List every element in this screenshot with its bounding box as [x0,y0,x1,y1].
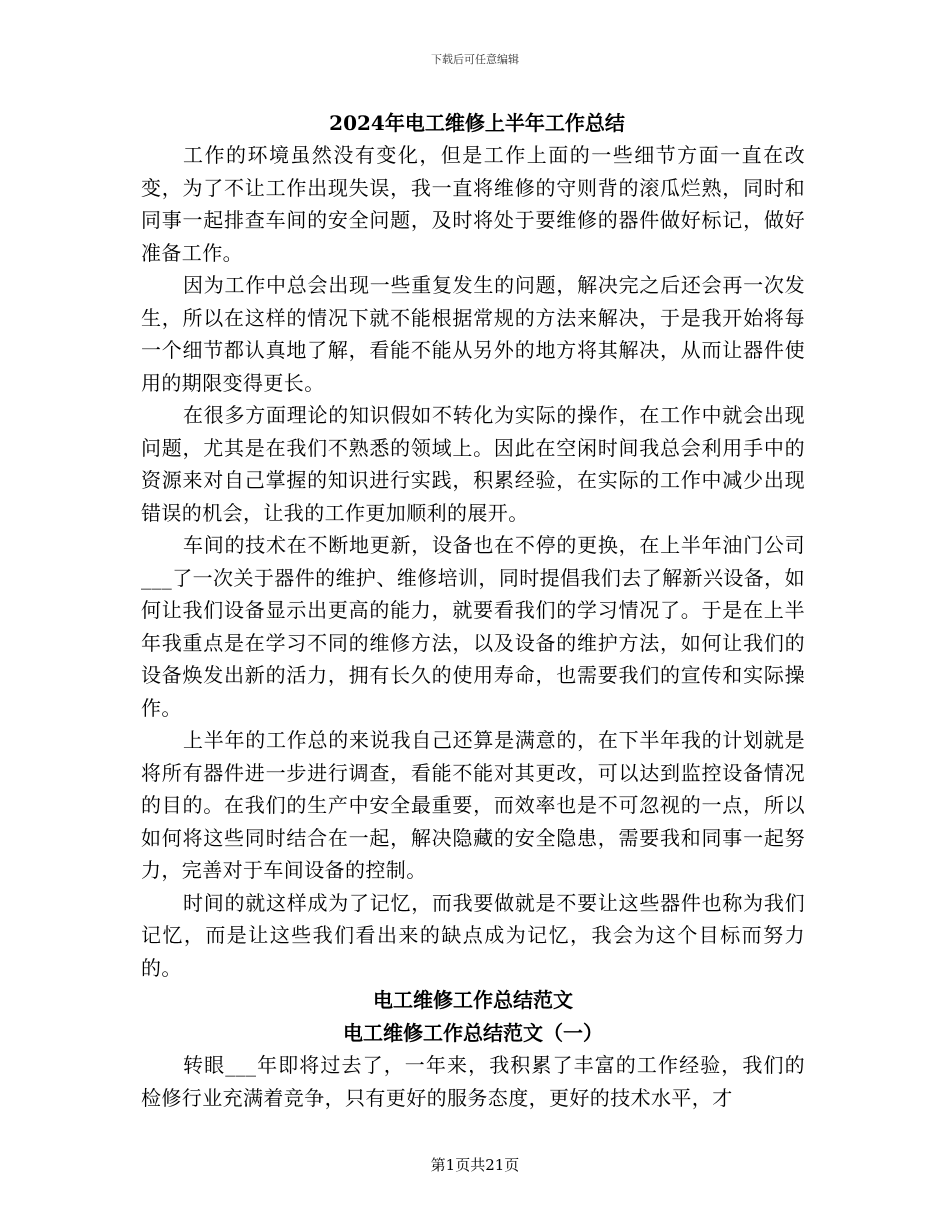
section-title: 电工维修工作总结范文 [373,988,573,1012]
paragraph: 工作的环境虽然没有变化，但是工作上面的一些细节方面一直在改变，为了不让工作出现失误，我一直将维修的守则背的滚瓜烂熟，同时和同事一起排查车间的安全问题，及时将处于要维修的器件做好标记，做好准备工作。 [141,143,805,265]
paragraph: 转眼___年即将过去了，一年来，我积累了丰富的工作经验，我们的检修行业充满着竞争，只有更好的服务态度，更好的技术水平，才 [141,1053,805,1110]
document-body [141,107,805,1114]
page-number: 第1页共21页 [430,1156,520,1174]
paragraph: 在很多方面理论的知识假如不转化为实际的操作，在工作中就会出现问题，尤其是在我们不熟悉的领域上。因此在空闲时间我总会利用手中的资源来对自己掌握的知识进行实践，积累经验，在实际的工作中减少出现错误的机会，让我的工作更加顺利的展开。 [141,403,805,525]
page-header-note: 下载后可任意编辑 [431,53,519,66]
paragraph: 上半年的工作总的来说我自己还算是满意的，在下半年我的计划就是将所有器件进一步进行调查，看能不能对其更改，可以达到监控设备情况的目的。在我们的生产中安全最重要，而效率也是不可忽视的一点，所以如何将这些同时结合在一起，解决隐藏的安全隐患，需要我和同事一起努力，完善对于车间设备的控制。 [141,728,805,882]
subsection-title: 电工维修工作总结范文（一） [343,1020,603,1045]
paragraph: 车间的技术在不断地更新，设备也在不停的更换，在上半年油门公司___了一次关于器件的维护、维修培训，同时提倡我们去了解新兴设备，如何让我们设备显示出更高的能力，就要看我们的学习情况了。于是在上半年我重点是在学习不同的维修方法，以及设备的维护方法，如何让我们的设备焕发出新的活力，拥有长久的使用寿命，也需要我们的宣传和实际操作。 [141,533,805,720]
document-title: 2024年电工维修上半年工作总结 [329,111,625,135]
paragraph: 时间的就这样成为了记忆，而我要做就是不要让这些器件也称为我们记忆，而是让这些我们看出来的缺点成为记忆，我会为这个目标而努力的。 [141,890,805,980]
paragraph: 因为工作中总会出现一些重复发生的问题，解决完之后还会再一次发生，所以在这样的情况下就不能根据常规的方法来解决，于是我开始将每一个细节都认真地了解，看能不能从另外的地方将其解决，从而让器件使用的期限变得更长。 [141,273,805,395]
